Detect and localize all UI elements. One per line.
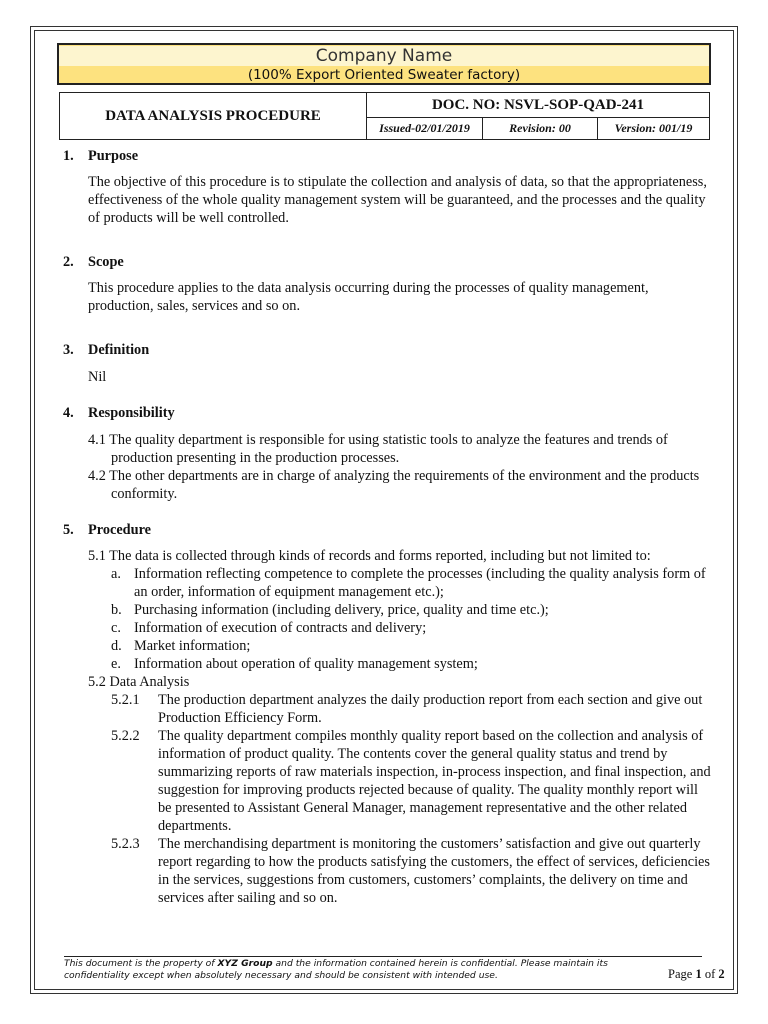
list-item: d. Market information; xyxy=(111,638,251,654)
section-heading-procedure: 5. Procedure xyxy=(63,522,151,538)
revision: Revision: 00 xyxy=(483,118,598,140)
procedure-5-2-3: 5.2.3 The merchandising department is monitoring the customers’ satisfaction and give out quarterly report regarding to how the products satisfying the customers, the effect of services, deficiencies in the services, suggestions from customers, customers’ complaints, the delivery on time and services after sailing and so on. xyxy=(111,836,710,906)
scope-text: This procedure applies to the data analysis occurring during the processes of quality management, production, sales, services and so on. xyxy=(88,280,649,314)
document-header-table xyxy=(59,92,710,140)
list-item: a. Information reflecting competence to complete the processes (including the quality analysis form of an order, information of equipment management etc.); xyxy=(111,566,706,600)
confidentiality-footer: This document is the property of XYZ Group and the information contained herein is confidential. Please maintain its confidentiality except when absolutely necessary and should be consistent with intended use. xyxy=(64,958,608,981)
footer-divider xyxy=(64,956,702,957)
procedure-5-2-2: 5.2.2 The quality department compiles monthly quality report based on the collection and analysis of information of product quality. The contents cover the general quality status and trend by summarizing reports of raw materials inspection, in-process inspection, and final inspection, and suggestion for improving products rejected because of quality. The quality monthly report will be presented to Assistant General Manager, management representative and the other related departments. xyxy=(111,728,711,834)
company-subtitle: (100% Export Oriented Sweater factory) xyxy=(247,67,521,83)
section-heading-definition: 3. Definition xyxy=(63,342,150,358)
data-sources-list xyxy=(63,565,713,673)
list-item: e. Information about operation of quality management system; xyxy=(111,656,478,672)
list-item: c. Information of execution of contracts and delivery; xyxy=(111,620,427,636)
company-name: Company Name xyxy=(59,46,709,66)
document-title: DATA ANALYSIS PROCEDURE xyxy=(60,93,367,140)
company-banner xyxy=(57,43,711,85)
purpose-text: The objective of this procedure is to stipulate the collection and analysis of data, so that the appropriateness, effectiveness of the whole quality management system will be guaranteed, and the processes and the quality of products will be well controlled. xyxy=(88,174,707,226)
document-number: DOC. NO: NSVL-SOP-QAD-241 xyxy=(367,93,710,118)
page-number: Page 1 of 2 xyxy=(668,967,725,981)
list-item: b. Purchasing information (including delivery, price, quality and time etc.); xyxy=(111,602,549,618)
version: Version: 001/19 xyxy=(598,118,710,140)
definition-text: Nil xyxy=(88,369,107,385)
responsibility-item-4-1: 4.1 The quality department is responsible for using statistic tools to analyze the features and trends of production presenting in the production processes. xyxy=(88,432,668,466)
responsibility-item-4-2: 4.2 The other departments are in charge of analyzing the requirements of the environment and the products conformity. xyxy=(88,468,700,502)
issued-date: Issued-02/01/2019 xyxy=(367,118,483,140)
procedure-5-1: 5.1 The data is collected through kinds of records and forms reported, including but not limited to: xyxy=(88,548,651,564)
procedure-5-2-1: 5.2.1 The production department analyzes the daily production report from each section and give out Production Efficiency Form. xyxy=(111,692,703,726)
section-heading-responsibility: 4. Responsibility xyxy=(63,405,175,421)
document-body xyxy=(63,147,713,907)
section-heading-purpose: 1. Purpose xyxy=(63,148,139,164)
procedure-5-2: 5.2 Data Analysis xyxy=(88,674,190,690)
footer-company: XYZ Group xyxy=(217,958,273,969)
section-heading-scope: 2. Scope xyxy=(63,254,124,270)
